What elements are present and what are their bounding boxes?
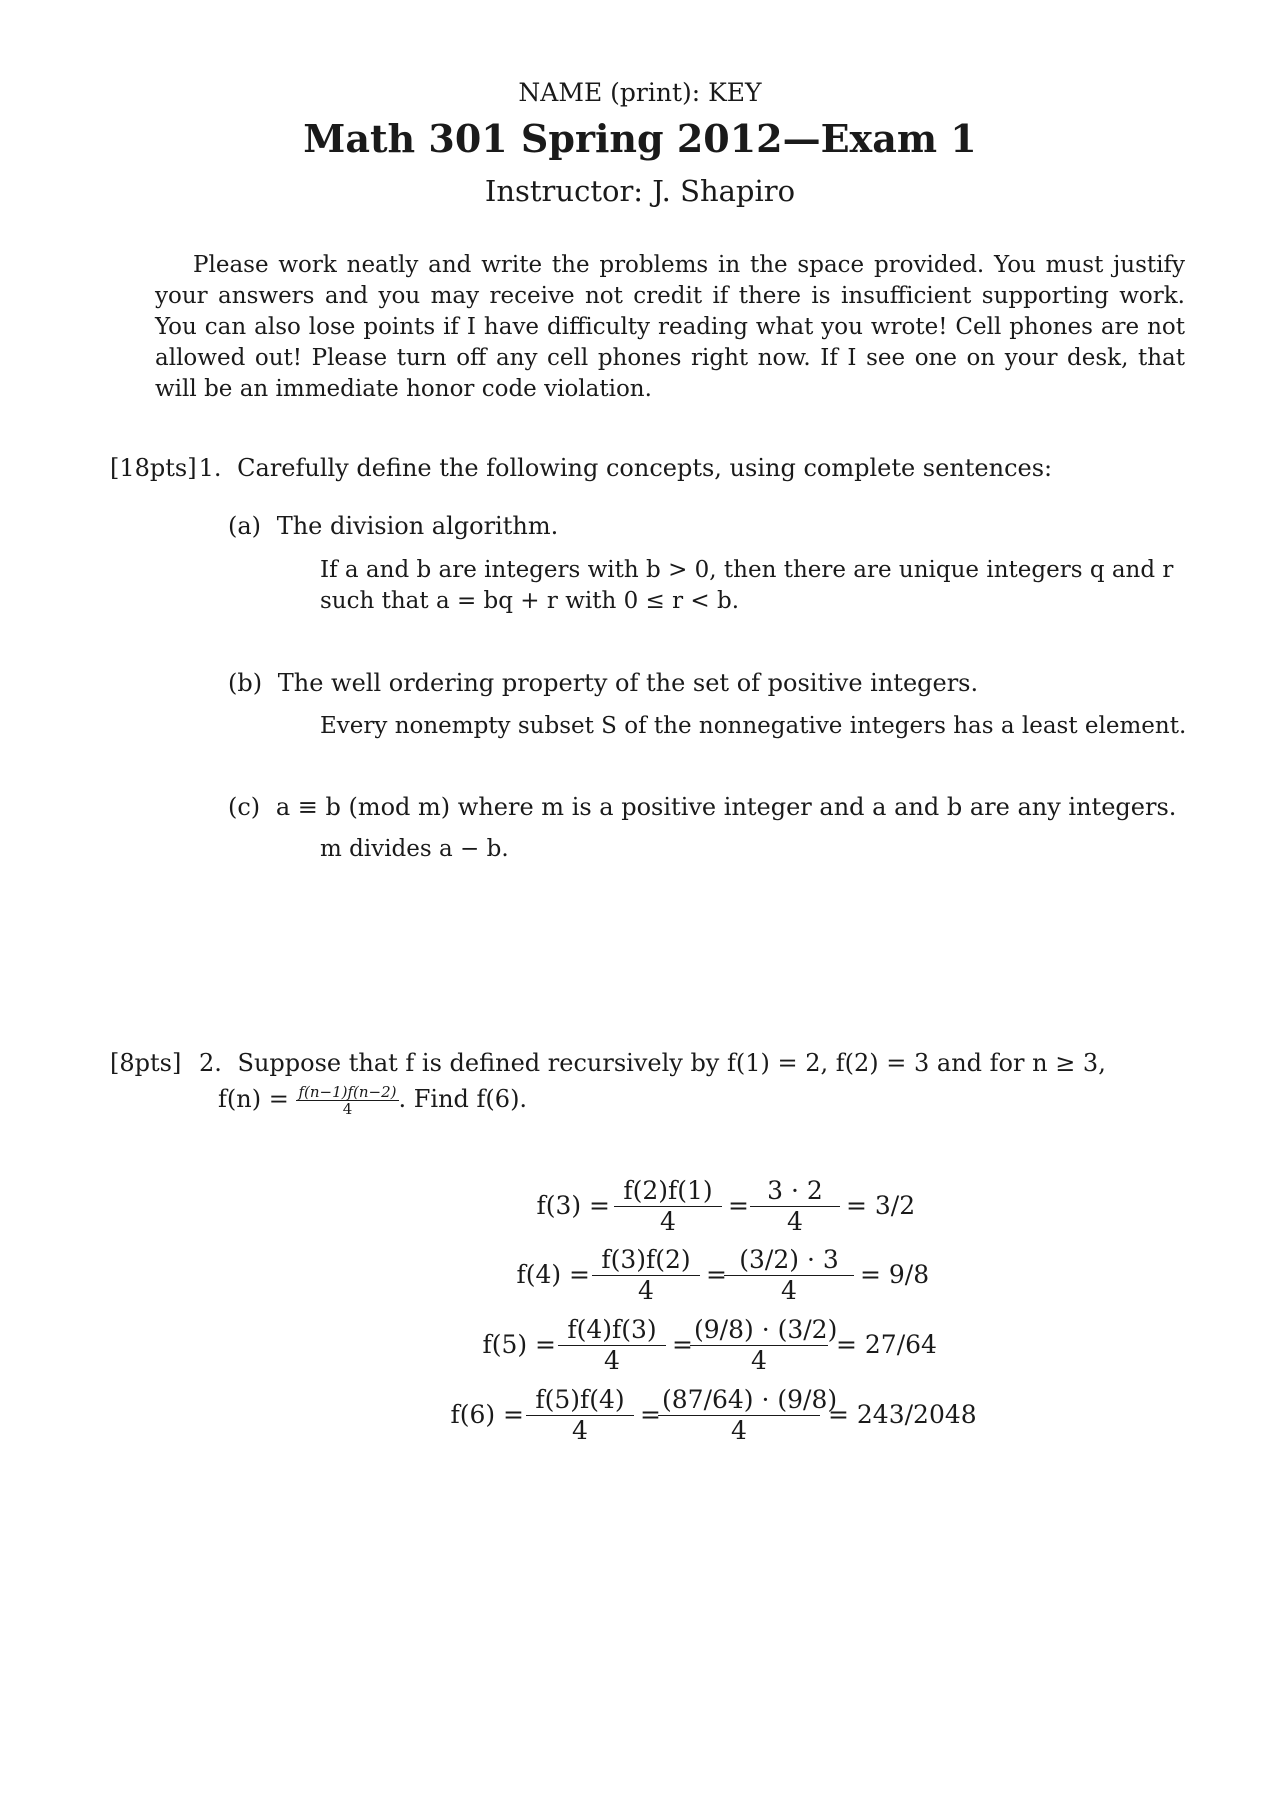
step-fraction-1 xyxy=(558,1315,666,1376)
step-lhs: f(6) = xyxy=(450,1400,524,1429)
step-fraction-2 xyxy=(690,1315,838,1376)
step-fraction-1 xyxy=(526,1385,634,1446)
step-result: = 3/2 xyxy=(846,1191,916,1220)
instructor-line: Instructor: J. Shapiro xyxy=(484,174,796,208)
q2-fn-lhs: f(n) = xyxy=(218,1085,289,1113)
step-den-2: 4 xyxy=(731,1416,747,1445)
step-den-2: 4 xyxy=(787,1207,803,1236)
step-lhs: f(3) = xyxy=(536,1191,610,1220)
q2-recurrence-denominator: 4 xyxy=(342,1100,353,1118)
exam-instructions: Please work neatly and write the problems in the space provided. You must justify your answers and you may receive not credit if there is insufficient supporting work. You can also lose points if I have difficulty reading what you wrote! Cell phones are not allowed out! Please turn off any cell phones right now. If I see one on your desk, that will be an immediate honor code violation. xyxy=(155,252,1185,402)
q1-prompt: Carefully define the following concepts, using complete sentences: xyxy=(237,454,1053,482)
step-den-1: 4 xyxy=(572,1416,588,1445)
q2-find-text: . Find f(6). xyxy=(398,1085,528,1113)
step-equals: = xyxy=(706,1260,727,1289)
q2-number: 2. xyxy=(198,1049,222,1077)
step-fraction-2 xyxy=(724,1245,854,1306)
q1a-prompt-line xyxy=(228,510,558,542)
q2-header xyxy=(110,1047,1106,1079)
q1b-answer: Every nonempty subset S of the nonnegative integers has a least element. xyxy=(320,713,1187,739)
step-equals: = xyxy=(672,1330,693,1359)
step-num-2: 3 · 2 xyxy=(750,1176,840,1207)
q2-prompt-line2 xyxy=(218,1083,527,1117)
step-num-2: (87/64) · (9/8) xyxy=(658,1385,820,1416)
q1a-answer-line2: such that a = bq + r with 0 ≤ r < b. xyxy=(320,588,740,614)
step-lhs: f(5) = xyxy=(482,1330,556,1359)
step-fraction-1 xyxy=(592,1245,700,1306)
step-num-1: f(2)f(1) xyxy=(614,1176,722,1207)
q1c-answer: m divides a − b. xyxy=(320,836,509,862)
step-num-1: f(5)f(4) xyxy=(526,1385,634,1416)
q2-recurrence-fraction xyxy=(296,1084,398,1117)
exam-title: Math 301 Spring 2012—Exam 1 xyxy=(303,116,977,161)
step-fraction-2 xyxy=(750,1176,840,1237)
step-num-2: (9/8) · (3/2) xyxy=(690,1315,828,1346)
step-fraction-1 xyxy=(614,1176,722,1237)
step-den-1: 4 xyxy=(638,1276,654,1305)
name-line: NAME (print): KEY xyxy=(518,78,762,107)
step-result: = 9/8 xyxy=(860,1260,930,1289)
step-result: = 243/2048 xyxy=(828,1400,977,1429)
q1b-prompt: The well ordering property of the set of positive integers. xyxy=(277,669,979,697)
q1-header xyxy=(110,452,1052,484)
q1a-prompt: The division algorithm. xyxy=(276,512,559,540)
step-lhs: f(4) = xyxy=(516,1260,590,1289)
q1a-answer xyxy=(320,555,1180,617)
step-num-1: f(3)f(2) xyxy=(592,1245,700,1276)
q1b-label: (b) xyxy=(228,669,263,697)
q1c-prompt-line xyxy=(228,791,1176,823)
q2-points: [8pts] xyxy=(110,1049,182,1077)
q1b-prompt-line xyxy=(228,667,978,699)
step-den-2: 4 xyxy=(751,1346,767,1375)
step-num-2: (3/2) · 3 xyxy=(724,1245,854,1276)
step-den-1: 4 xyxy=(604,1346,620,1375)
q1c-label: (c) xyxy=(228,793,261,821)
step-num-1: f(4)f(3) xyxy=(558,1315,666,1346)
step-equals: = xyxy=(728,1191,749,1220)
step-fraction-2 xyxy=(658,1385,838,1446)
q2-prompt-line1: Suppose that f is defined recursively by f(1) = 2, f(2) = 3 and for n ≥ 3, xyxy=(237,1049,1106,1077)
step-den-2: 4 xyxy=(781,1276,797,1305)
step-den-1: 4 xyxy=(660,1207,676,1236)
step-result: = 27/64 xyxy=(836,1330,937,1359)
step-equals: = xyxy=(640,1400,661,1429)
q1a-answer-line1: If a and b are integers with b > 0, then there are unique integers q and r xyxy=(320,557,1174,583)
q1c-prompt: a ≡ b (mod m) where m is a positive integer and a and b are any integers. xyxy=(275,793,1177,821)
q2-recurrence-numerator: f(n−1)f(n−2) xyxy=(298,1083,397,1101)
q1a-label: (a) xyxy=(228,512,262,540)
q1-number: 1. xyxy=(198,454,222,482)
q1-points: [18pts] xyxy=(110,454,197,482)
